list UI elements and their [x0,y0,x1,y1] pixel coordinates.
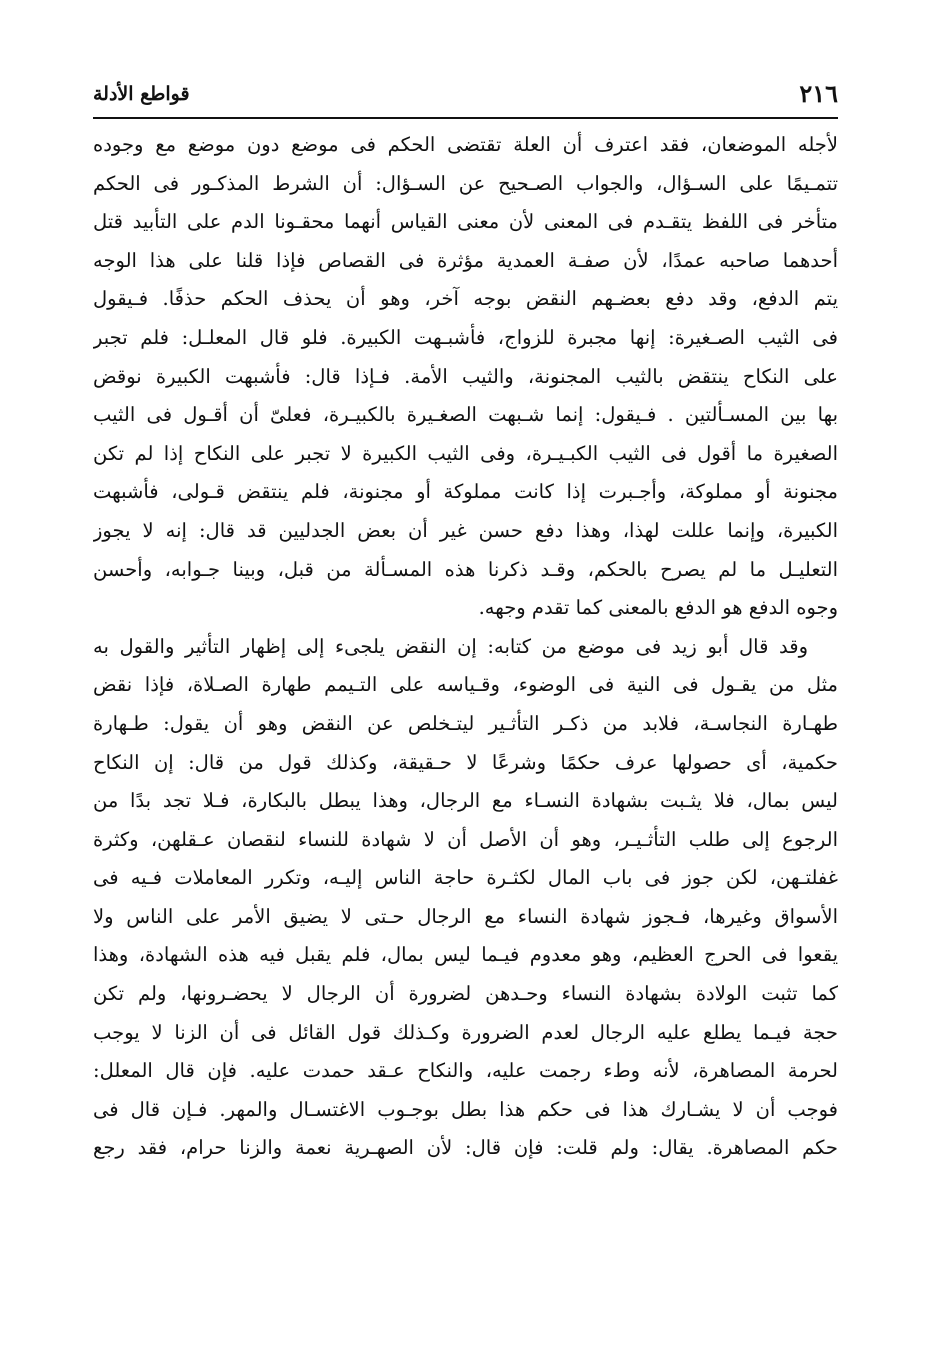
text-line: وقد قال أبو زيد فى موضع من كتابه: إن النقض يلجىء إلى إظهار التأثير والقول به [93,634,808,658]
text-line: فوجب أن لا يشـارك هذا فى حكم هذا بطل بوجـوب الاغتسـال والمهر. فـإن قال فى [93,1097,838,1121]
text-line: الأسواق وغيرها، فـجوز شهادة النساء مع الرجال حـتى لا يضيق الأمر على الناس ولا [93,904,838,928]
text-line: وجوه الدفع هو الدفع بالمعنى كما تقدم وجهه. [478,596,838,620]
text-line: حكمية، أى حصولها عرف حكمًا وشرعًا لا حـقيقة، وكذلك قول من قال: إن النكاح [93,750,838,774]
text-line: حجة فيـما يطلع عليه الرجال لعدم الضرورة وكـذلك قول القائل فى أن الزنا لا يوجب [93,1020,838,1044]
text-line: الكبيرة، وإنما عللت لهذا، وهذا دفع حسن غير أن بعض الجدليين قد قال: إنه لا يجوز [93,518,838,542]
page-number: ٢١٦ [799,79,838,108]
text-line: لحرمة المصاهرة، لأنه وطء رجمت عليه، والنكاح عـقد حمدت عليه. فإن قال المعلل: [93,1059,838,1083]
text-line: لأجله الموضعان، فقد اعترف أن العلة تقتضى الحكم فى موضع دون موضع مع وجوده [93,133,838,156]
text-line: متأخر فى اللفظ يتقـدم فى المعنى لأن معنى القياس أنهما محقـونا الدم على التأبيد قتل [93,210,838,234]
text-line: فى الثيب الصـغيرة: إنها مجبرة للزواج، فأشبـهت الكبيرة. فلو قال المعلـل: فلم تجبر [93,325,838,349]
running-title: قواطع الأدلة [93,83,190,105]
text-line: كما تثبت الولادة بشهادة النساء وحـدهن لضرورة أن الرجال لا يحضـرونها، ولم تكن [93,982,838,1006]
text-line: تتمـيمًا على السـؤال، والجواب الصـحيح عن السـؤال: أن الشرط المذكـور فى الحكم [93,171,838,195]
text-line: مجنونة أو مملوكة، وأجـبرت إذا كانت مملوكة أو مجنونة، فلم ينتقض قـولى، فأشبهت [93,480,838,504]
header-rule [93,117,838,119]
text-line: الصغيرة ما أقول فى الثيب الكبـيـرة، وفى الثيب الكبيرة لا تجبر على النكاح إذا لم تكن [93,441,838,465]
text-line: يتم الدفع، وقد دفع بعضـهم النقض بوجه آخر، وهو أن يحذف الحكم حذفًا. فـيقول [93,287,838,311]
text-line: الرجوع إلى طلب التأثـيـر، وهو أن الأصل أن لا شهادة للنساء لنقصان عـقلهن، وكثرة [93,827,838,851]
text-line: يقعوا فى الحرج العظيم، وهو معدوم فيـما ليس بمال، فلم يقبل فيه هذه الشهادة، وهذا [93,943,838,967]
text-line: ليس بمال، فلا يثـبت بشهادة النسـاء مع الرجال، وهذا يبطل بالبكارة، فـلا تجد بدًا من [93,789,838,813]
text-line: مثل من يقـول فى النية فى الوضوء، وقـياسه على التـيمم طهارة الصـلاة، فإذا نقض [93,673,838,697]
text-line: طهـارة النجاسـة، فلابد من ذكـر التأثـير ليتـخلص عن النقض وهو أن يقول: طـهارة [93,711,838,735]
text-line: بها بين المسـألتين . فـيقول: إنما شـبهت الصغـيرة بالكبيـرة، فعلىّ أن أقـول فى الثيب [93,403,838,427]
text-line: غفلتـهن، لكن جوز فى باب المال لكثـرة حاجة الناس إليـه، وتكرر المعاملات فـيه فى [93,866,838,890]
text-line: على النكاح ينتقض بالثيب المجنونة، والثيب الأمة. فـإذا قال: فأشبهت الكبيرة نوقض [93,364,838,388]
text-line: حكم المصاهرة. يقال: ولم قلت: فإن قال: لأن الصهـرية نعمة والزنا حرام، فقد رجع [93,1136,838,1160]
text-line: أحدهما صاحبه عمدًا، لأن صفـة العمدية مؤثرة فى القصاص فإذا قلنا على هذا الوجه [93,248,838,272]
body-text [93,126,838,1168]
text-line: التعليـل ما لم يصرح بالحكم، وقـد ذكرنا هذه المسـألة من قبل، وبينا جـوابه، وأحسن [93,557,838,581]
page-header [93,76,838,112]
